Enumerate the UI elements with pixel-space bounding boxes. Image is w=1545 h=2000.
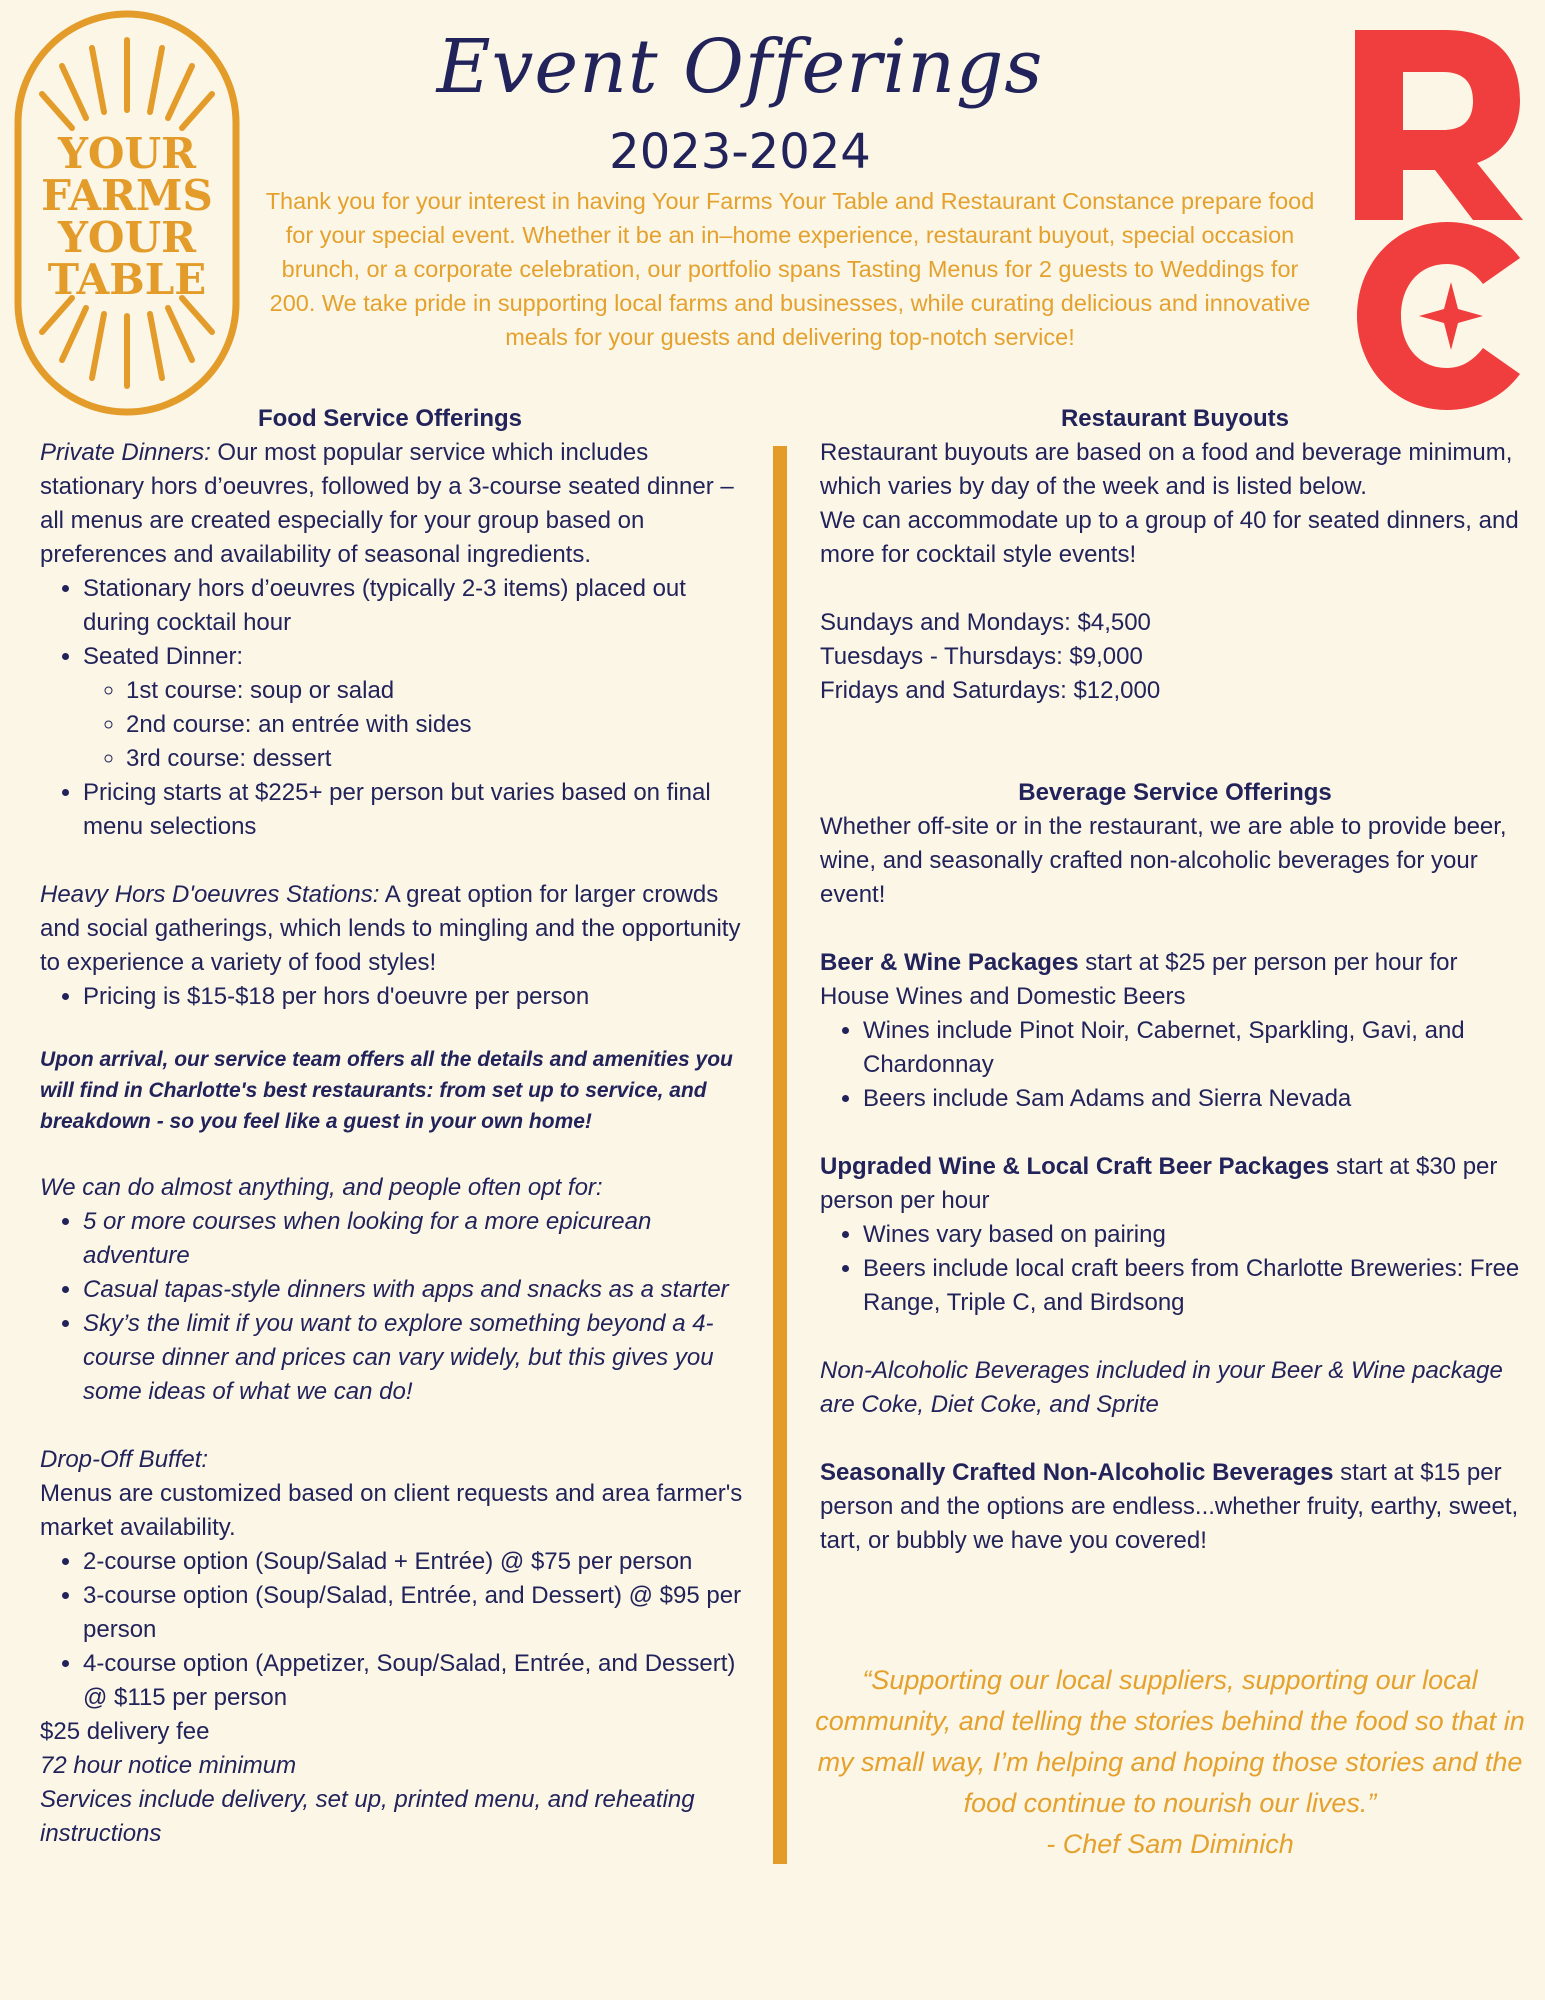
list-item-text: Casual tapas-style dinners with apps and snacks as a starter bbox=[83, 1276, 729, 1303]
heavy-hors-label: Heavy Hors D'oeuvres Stations: bbox=[40, 881, 380, 908]
restaurant-constance-logo bbox=[1355, 30, 1525, 410]
private-dinners-list bbox=[40, 572, 750, 844]
list-item: • Pricing starts at $225+ per person but varies based on final menu selections bbox=[83, 776, 750, 844]
notice-line bbox=[40, 1749, 750, 1783]
list-item: • Beers include local craft beers from Charlotte Breweries: Free Range, Triple C, and Birdsong bbox=[863, 1252, 1530, 1320]
right-column bbox=[820, 402, 1530, 1558]
buyouts-text-1: Restaurant buyouts are based on a food and beverage minimum, which varies by day of the week and is listed below. bbox=[820, 439, 1513, 500]
buffet-text: Menus are customized based on client requests and area farmer's market availability. bbox=[40, 1480, 743, 1541]
quote-author: - Chef Sam Diminich bbox=[1046, 1829, 1294, 1859]
list-item bbox=[83, 1205, 750, 1273]
logo-line-2: FARMS bbox=[41, 171, 213, 220]
seasonal-paragraph bbox=[820, 1456, 1530, 1558]
list-item bbox=[83, 640, 750, 776]
list-item: • Wines include Pinot Noir, Cabernet, Sparkling, Gavi, and Chardonnay bbox=[863, 1014, 1530, 1082]
upgraded-list bbox=[820, 1218, 1530, 1320]
list-item: • 4-course option (Appetizer, Soup/Salad, Entrée, and Dessert) @ $115 per person bbox=[83, 1647, 750, 1715]
heavy-hors-text: A great option for larger crowds and social gatherings, which lends to mingling and the opportunity to experience a variety of food styles! bbox=[40, 881, 741, 976]
list-item: ◦ 1st course: soup or salad bbox=[126, 674, 750, 708]
logo-line-4: TABLE bbox=[47, 255, 207, 304]
buyouts-text-2: We can accommodate up to a group of 40 for seated dinners, and more for cocktail style events! bbox=[820, 507, 1519, 568]
list-item: ◦ 3rd course: dessert bbox=[126, 742, 750, 776]
page-years: 2023-2024 bbox=[609, 124, 871, 180]
your-farms-your-table-logo bbox=[12, 8, 242, 418]
list-item: • Wines vary based on pairing bbox=[863, 1218, 1530, 1252]
anything-list bbox=[40, 1205, 750, 1409]
anything-intro bbox=[40, 1171, 750, 1205]
list-item-text: 5 or more courses when looking for a more epicurean adventure bbox=[83, 1208, 652, 1269]
heavy-hors-paragraph bbox=[40, 878, 750, 980]
beer-wine-list bbox=[820, 1014, 1530, 1116]
list-item: • 3-course option (Soup/Salad, Entrée, and Dessert) @ $95 per person bbox=[83, 1579, 750, 1647]
column-divider bbox=[773, 446, 787, 1864]
buffet-label: Drop-Off Buffet: bbox=[40, 1446, 209, 1473]
beer-wine-paragraph bbox=[820, 946, 1530, 1014]
page-title: Event Offerings bbox=[436, 24, 1044, 110]
beer-wine-label: Beer & Wine Packages bbox=[820, 949, 1079, 976]
courses-list bbox=[83, 674, 750, 776]
heavy-hors-list bbox=[40, 980, 750, 1014]
price-line: Sundays and Mondays: $4,500 bbox=[820, 609, 1151, 636]
seasonal-text: start at $15 per person and the options are endless...whether fruity, earthy, sweet, tart, or bubbly we have you covered! bbox=[820, 1459, 1519, 1554]
private-dinners-paragraph bbox=[40, 436, 750, 572]
chef-quote bbox=[810, 1660, 1530, 1865]
price-line: Fridays and Saturdays: $12,000 bbox=[820, 677, 1161, 704]
logo-line-3: YOUR bbox=[57, 213, 197, 262]
quote-text: “Supporting our local suppliers, supporting our local community, and telling the stories behind the food so that in my small way, I’m helping and hoping those stories and the food continue to nourish our lives.” bbox=[815, 1665, 1525, 1818]
list-item: • Beers include Sam Adams and Sierra Nevada bbox=[863, 1082, 1530, 1116]
services-text: Services include delivery, set up, printed menu, and reheating instructions bbox=[40, 1786, 695, 1847]
upgraded-text: start at $30 per person per hour bbox=[820, 1153, 1498, 1214]
upgraded-label: Upgraded Wine & Local Craft Beer Packages bbox=[820, 1153, 1330, 1180]
price-line: Tuesdays - Thursdays: $9,000 bbox=[820, 643, 1143, 670]
list-item: • Stationary hors d’oeuvres (typically 2-3 items) placed out during cocktail hour bbox=[83, 572, 750, 640]
buffet-label-line bbox=[40, 1443, 750, 1477]
non-alcoholic-text: Non-Alcoholic Beverages included in your Beer & Wine package are Coke, Diet Coke, and Sprite bbox=[820, 1357, 1503, 1418]
private-dinners-text: Our most popular service which includes stationary hors d’oeuvres, followed by a 3-course seated dinner – all menus are created especially for your group based on preferences and availability of seasonal ingredients. bbox=[40, 439, 734, 568]
services-line bbox=[40, 1783, 750, 1851]
intro-text: Thank you for your interest in having Your Farms Your Table and Restaurant Constance prepare food for your special event. Whether it be an in–home experience, restaurant buyout, special occasion brunch, or a corporate celebration, our portfolio spans Tasting Menus for 2 guests to Weddings for 200. We take pride in supporting local farms and businesses, while curating delicious and innovative meals for your guests and delivering top-notch service! bbox=[265, 188, 1315, 350]
food-service-heading: Food Service Offerings bbox=[257, 405, 523, 432]
list-item: ◦ 2nd course: an entrée with sides bbox=[126, 708, 750, 742]
beverage-heading: Beverage Service Offerings bbox=[1018, 779, 1332, 806]
beer-wine-text: start at $25 per person per hour for House Wines and Domestic Beers bbox=[820, 949, 1458, 1010]
list-item bbox=[83, 1307, 750, 1409]
buyouts-heading: Restaurant Buyouts bbox=[1060, 405, 1290, 432]
list-item bbox=[83, 1273, 750, 1307]
non-alcoholic-line bbox=[820, 1354, 1530, 1422]
list-item: • Pricing is $15-$18 per hors d'oeuvre per person bbox=[83, 980, 750, 1014]
food-service-column bbox=[40, 402, 750, 1851]
upgraded-paragraph bbox=[820, 1150, 1530, 1218]
buffet-list bbox=[40, 1545, 750, 1715]
private-dinners-label: Private Dinners: bbox=[40, 439, 211, 466]
list-item-text: Sky’s the limit if you want to explore something beyond a 4-course dinner and prices can vary widely, but this gives you some ideas of what we can do! bbox=[83, 1310, 714, 1405]
list-item: • 2-course option (Soup/Salad + Entrée) @ $75 per person bbox=[83, 1545, 750, 1579]
arrival-note: Upon arrival, our service team offers all the details and amenities you will find in Charlotte's best restaurants: from set up to service, and breakdown - so you feel like a guest in your own home! bbox=[40, 1048, 733, 1133]
delivery-fee: $25 delivery fee bbox=[40, 1718, 210, 1745]
anything-intro-text: We can do almost anything, and people often opt for: bbox=[40, 1174, 603, 1201]
seated-dinner-label: Seated Dinner: bbox=[83, 643, 244, 670]
logo-line-1: YOUR bbox=[57, 129, 197, 178]
beverage-intro: Whether off-site or in the restaurant, we are able to provide beer, wine, and seasonally crafted non-alcoholic beverages for your event! bbox=[820, 813, 1507, 908]
notice-text: 72 hour notice minimum bbox=[40, 1752, 297, 1779]
seasonal-label: Seasonally Crafted Non-Alcoholic Beverages bbox=[820, 1459, 1334, 1486]
